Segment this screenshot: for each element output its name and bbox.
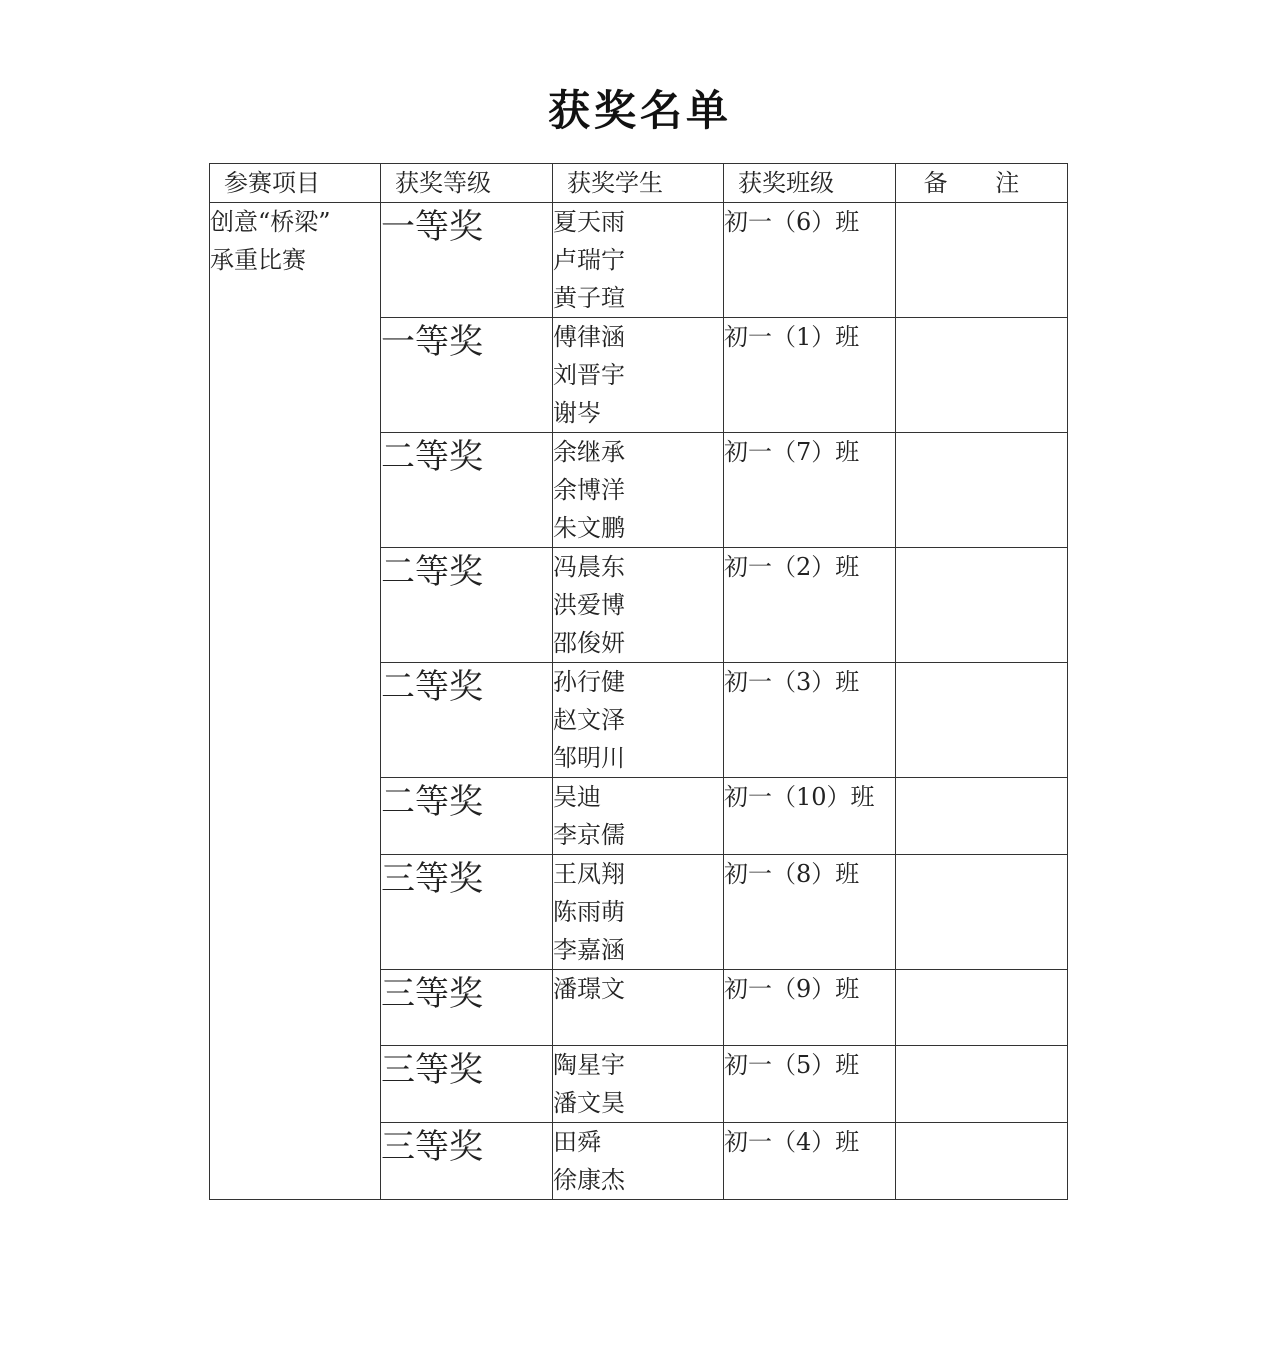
award-level-cell: 一等奖 xyxy=(381,203,553,318)
student-name: 黄子瑄 xyxy=(553,284,625,312)
remark-cell xyxy=(896,433,1068,548)
remark-cell xyxy=(896,1123,1068,1200)
page-title: 获奖名单 xyxy=(547,86,732,135)
class-cell: 初一（8）班 xyxy=(724,855,896,970)
table-header-row xyxy=(210,164,1068,203)
header-level: 获奖等级 xyxy=(381,164,553,203)
class-cell: 初一（7）班 xyxy=(724,433,896,548)
student-name: 冯晨东 xyxy=(553,553,625,581)
student-name: 陈雨萌 xyxy=(553,898,625,926)
student-name: 田舜 xyxy=(553,1128,601,1156)
remark-cell xyxy=(896,778,1068,855)
student-name: 李嘉涵 xyxy=(553,936,625,964)
remark-cell xyxy=(896,548,1068,663)
student-name: 孙行健 xyxy=(553,668,625,696)
class-cell: 初一（10）班 xyxy=(724,778,896,855)
students-cell xyxy=(553,1123,724,1200)
remark-cell xyxy=(896,970,1068,1046)
class-cell: 初一（3）班 xyxy=(724,663,896,778)
award-table xyxy=(209,163,1068,1200)
student-name: 徐康杰 xyxy=(553,1166,625,1194)
award-level-cell: 二等奖 xyxy=(381,548,553,663)
remark-cell xyxy=(896,1046,1068,1123)
class-cell: 初一（2）班 xyxy=(724,548,896,663)
table-body xyxy=(210,203,1068,1200)
students-cell xyxy=(553,1046,724,1123)
class-cell: 初一（4）班 xyxy=(724,1123,896,1200)
award-level-cell: 二等奖 xyxy=(381,433,553,548)
student-name: 李京儒 xyxy=(553,821,625,849)
remark-cell xyxy=(896,203,1068,318)
students-cell xyxy=(553,855,724,970)
award-level-cell: 三等奖 xyxy=(381,1046,553,1123)
award-level-cell: 一等奖 xyxy=(381,318,553,433)
event-name-line2: 承重比赛 xyxy=(210,246,306,274)
student-name: 赵文泽 xyxy=(553,706,625,734)
header-remark: 备 注 xyxy=(896,164,1068,203)
remark-cell xyxy=(896,663,1068,778)
student-name: 刘晋宇 xyxy=(553,361,625,389)
student-name: 谢岑 xyxy=(553,399,601,427)
award-level-cell: 三等奖 xyxy=(381,970,553,1046)
student-name: 卢瑞宁 xyxy=(553,246,625,274)
students-cell xyxy=(553,548,724,663)
students-cell xyxy=(553,778,724,855)
class-cell: 初一（1）班 xyxy=(724,318,896,433)
students-cell xyxy=(553,318,724,433)
student-name: 潘文昊 xyxy=(553,1089,625,1117)
student-name: 夏天雨 xyxy=(553,208,625,236)
student-name: 余继承 xyxy=(553,438,625,466)
award-level-cell: 二等奖 xyxy=(381,778,553,855)
class-cell: 初一（9）班 xyxy=(724,970,896,1046)
student-name: 洪爱博 xyxy=(553,591,625,619)
table-row xyxy=(210,203,1068,318)
students-cell xyxy=(553,433,724,548)
header-event: 参赛项目 xyxy=(210,164,381,203)
student-name: 傅律涵 xyxy=(553,323,625,351)
award-level-cell: 三等奖 xyxy=(381,855,553,970)
student-name: 邵俊妍 xyxy=(553,629,625,657)
student-name: 余博洋 xyxy=(553,476,625,504)
student-name: 潘璟文 xyxy=(553,975,625,1003)
remark-cell xyxy=(896,855,1068,970)
student-name: 王凤翔 xyxy=(553,860,625,888)
header-student: 获奖学生 xyxy=(553,164,724,203)
event-cell xyxy=(210,203,381,1200)
student-name: 邹明川 xyxy=(553,744,625,772)
students-cell xyxy=(553,203,724,318)
award-level-cell: 二等奖 xyxy=(381,663,553,778)
remark-cell xyxy=(896,318,1068,433)
student-name: 吴迪 xyxy=(553,783,601,811)
event-name-line1: 创意“桥梁” xyxy=(210,208,331,236)
class-cell: 初一（6）班 xyxy=(724,203,896,318)
students-cell xyxy=(553,663,724,778)
award-level-cell: 三等奖 xyxy=(381,1123,553,1200)
student-name: 陶星宇 xyxy=(553,1051,625,1079)
student-name: 朱文鹏 xyxy=(553,514,625,542)
class-cell: 初一（5）班 xyxy=(724,1046,896,1123)
header-class: 获奖班级 xyxy=(724,164,896,203)
students-cell xyxy=(553,970,724,1046)
